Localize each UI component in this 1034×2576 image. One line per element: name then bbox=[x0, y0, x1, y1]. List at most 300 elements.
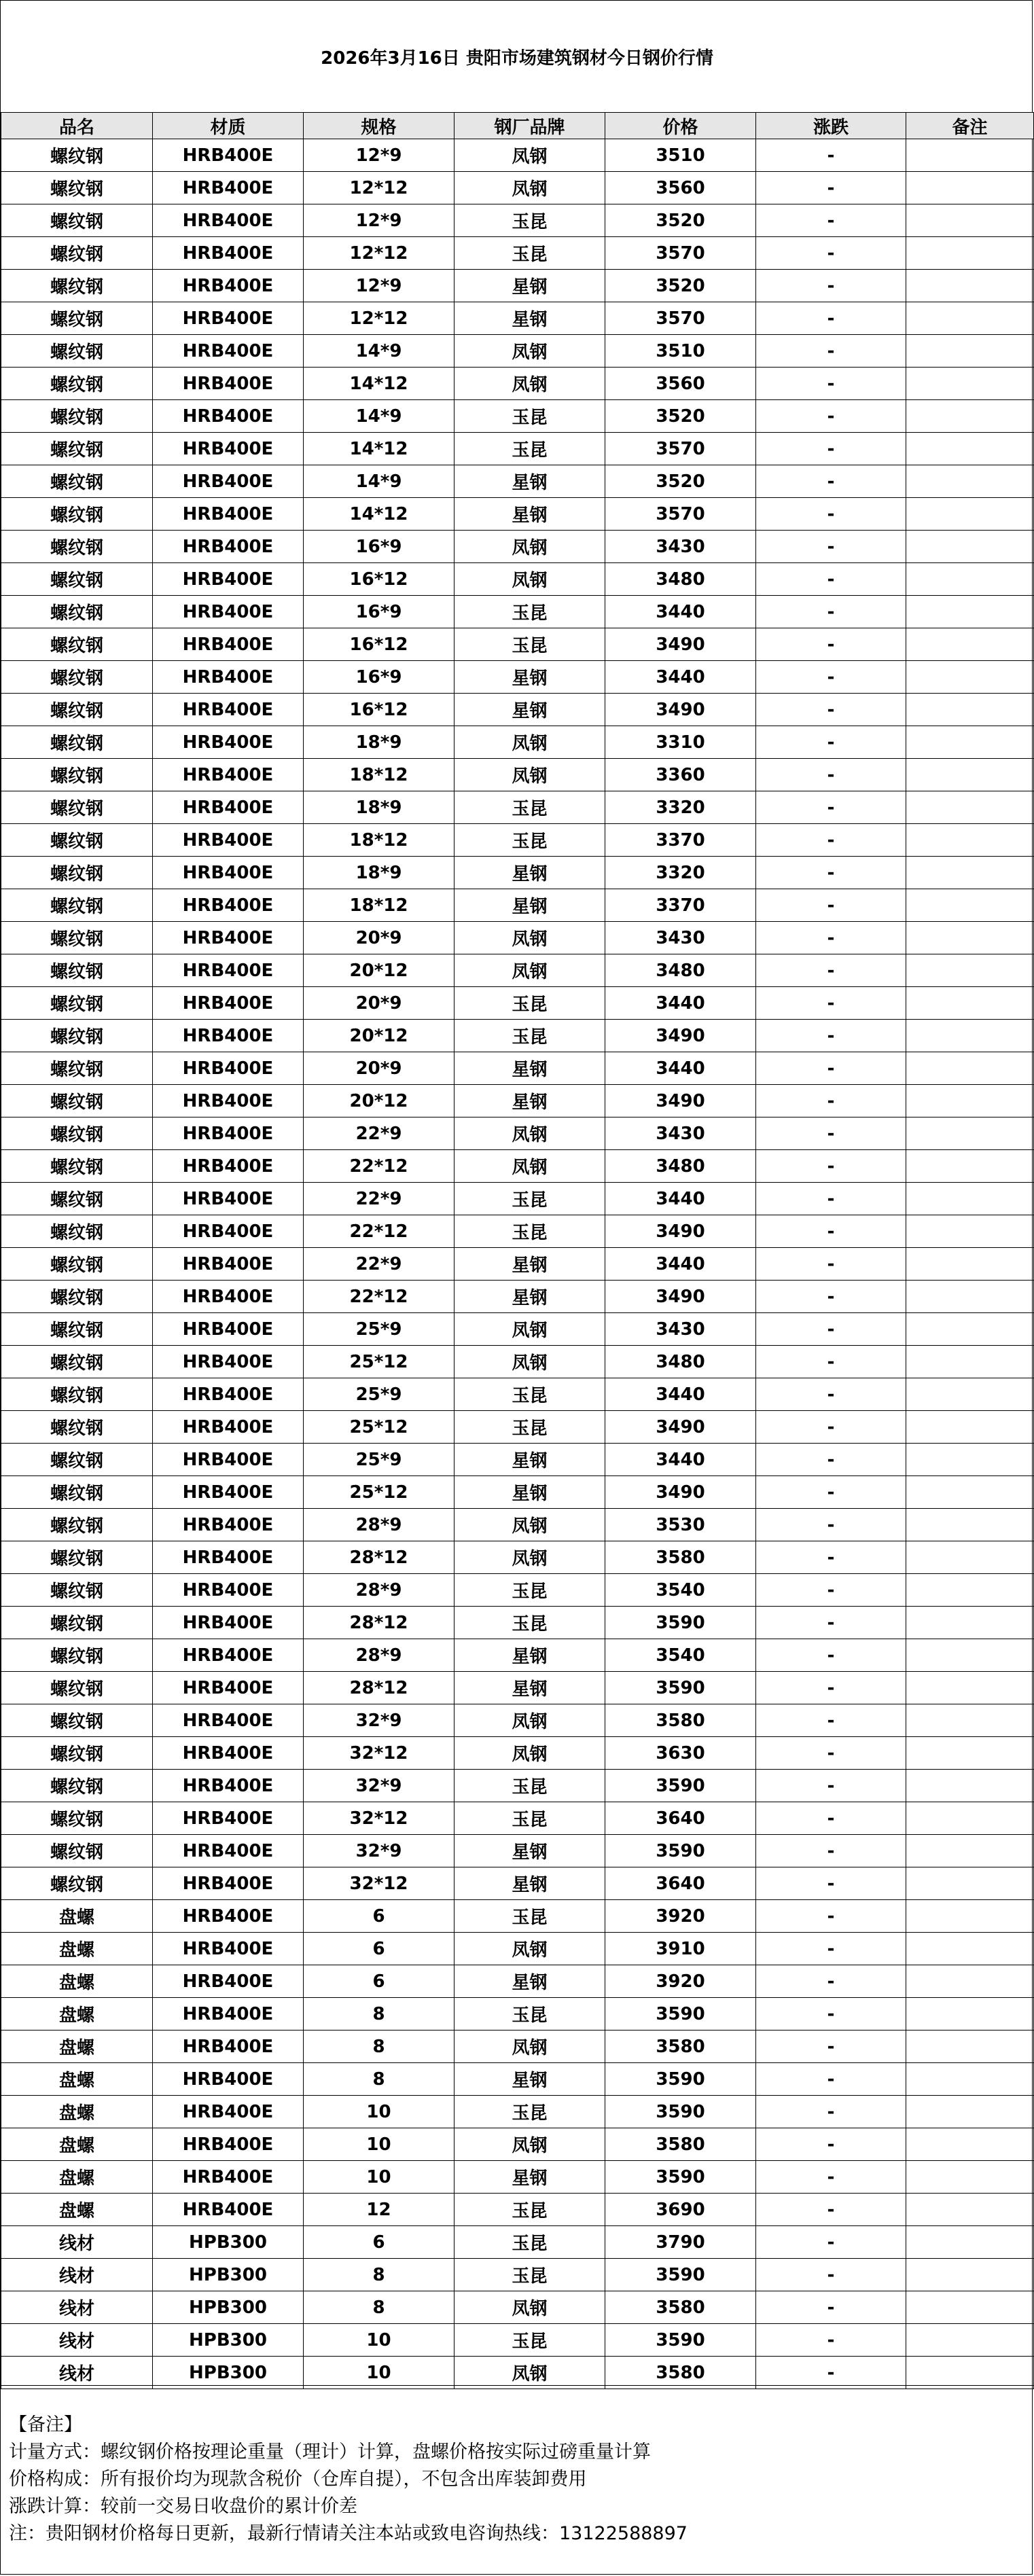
cell-brand: 星钢 bbox=[454, 302, 605, 335]
cell-name: 螺纹钢 bbox=[1, 1020, 153, 1052]
cell-change: - bbox=[756, 172, 906, 204]
cell-brand: 星钢 bbox=[454, 1835, 605, 1867]
cell-price: 3440 bbox=[605, 987, 756, 1020]
cell-price: 3430 bbox=[605, 922, 756, 954]
table-row bbox=[1, 2063, 1034, 2096]
cell-material: HRB400E bbox=[153, 628, 304, 661]
cell-spec: 16*9 bbox=[304, 531, 454, 563]
cell-change: - bbox=[756, 1020, 906, 1052]
cell-material: HRB400E bbox=[153, 563, 304, 596]
cell-spec: 28*12 bbox=[304, 1607, 454, 1639]
cell-name: 盘螺 bbox=[1, 2128, 153, 2161]
cell-spec: 8 bbox=[304, 2031, 454, 2063]
cell-spec: 18*9 bbox=[304, 791, 454, 824]
cell-remark bbox=[906, 987, 1034, 1020]
cell-change: - bbox=[756, 1313, 906, 1346]
cell-remark bbox=[906, 2259, 1034, 2291]
table-row bbox=[1, 1998, 1034, 2031]
table-row bbox=[1, 1509, 1034, 1541]
cell-brand: 玉昆 bbox=[454, 2259, 605, 2291]
cell-price: 3440 bbox=[605, 1248, 756, 1281]
cell-name: 螺纹钢 bbox=[1, 204, 153, 237]
cell-remark bbox=[906, 1965, 1034, 1998]
cell-remark bbox=[906, 2194, 1034, 2226]
column-header-name: 品名 bbox=[1, 113, 153, 139]
cell-name: 螺纹钢 bbox=[1, 1672, 153, 1704]
cell-spec: 16*12 bbox=[304, 628, 454, 661]
cell-remark bbox=[906, 1737, 1034, 1770]
table-row bbox=[1, 172, 1034, 204]
cell-remark bbox=[906, 759, 1034, 791]
cell-name: 线材 bbox=[1, 2357, 153, 2389]
cell-brand: 凤钢 bbox=[454, 1541, 605, 1574]
cell-change: - bbox=[756, 1867, 906, 1900]
cell-spec: 28*9 bbox=[304, 1509, 454, 1541]
cell-spec: 22*12 bbox=[304, 1215, 454, 1248]
cell-name: 螺纹钢 bbox=[1, 922, 153, 954]
table-row bbox=[1, 791, 1034, 824]
cell-spec: 12*12 bbox=[304, 237, 454, 270]
cell-name: 螺纹钢 bbox=[1, 1346, 153, 1378]
cell-price: 3320 bbox=[605, 791, 756, 824]
cell-material: HRB400E bbox=[153, 596, 304, 628]
table-row bbox=[1, 237, 1034, 270]
cell-name: 盘螺 bbox=[1, 2096, 153, 2128]
cell-material: HRB400E bbox=[153, 1378, 304, 1411]
table-row bbox=[1, 400, 1034, 433]
cell-material: HRB400E bbox=[153, 400, 304, 433]
cell-brand: 凤钢 bbox=[454, 531, 605, 563]
cell-name: 螺纹钢 bbox=[1, 1150, 153, 1183]
cell-remark bbox=[906, 1867, 1034, 1900]
cell-price: 3440 bbox=[605, 1183, 756, 1215]
cell-brand: 星钢 bbox=[454, 661, 605, 694]
table-row bbox=[1, 2161, 1034, 2194]
cell-price: 3590 bbox=[605, 1770, 756, 1802]
cell-spec: 25*9 bbox=[304, 1313, 454, 1346]
cell-brand: 凤钢 bbox=[454, 335, 605, 368]
cell-price: 3360 bbox=[605, 759, 756, 791]
table-row bbox=[1, 2259, 1034, 2291]
cell-name: 螺纹钢 bbox=[1, 1509, 153, 1541]
cell-brand: 星钢 bbox=[454, 2063, 605, 2096]
cell-material: HRB400E bbox=[153, 889, 304, 922]
cell-remark bbox=[906, 1215, 1034, 1248]
table-row bbox=[1, 987, 1034, 1020]
cell-remark bbox=[906, 954, 1034, 987]
cell-remark bbox=[906, 2063, 1034, 2096]
cell-brand: 凤钢 bbox=[454, 1509, 605, 1541]
table-row bbox=[1, 1607, 1034, 1639]
cell-change: - bbox=[756, 1900, 906, 1933]
cell-remark bbox=[906, 1411, 1034, 1444]
cell-name: 螺纹钢 bbox=[1, 498, 153, 531]
cell-price: 3440 bbox=[605, 596, 756, 628]
cell-name: 螺纹钢 bbox=[1, 1607, 153, 1639]
cell-price: 3490 bbox=[605, 1020, 756, 1052]
cell-name: 螺纹钢 bbox=[1, 1704, 153, 1737]
cell-name: 螺纹钢 bbox=[1, 1835, 153, 1867]
cell-remark bbox=[906, 1117, 1034, 1150]
cell-change: - bbox=[756, 2096, 906, 2128]
cell-remark bbox=[906, 1052, 1034, 1085]
notes-section bbox=[1, 2385, 1033, 2575]
cell-price: 3640 bbox=[605, 1867, 756, 1900]
cell-price: 3490 bbox=[605, 1281, 756, 1313]
cell-material: HRB400E bbox=[153, 1313, 304, 1346]
cell-name: 螺纹钢 bbox=[1, 531, 153, 563]
cell-remark bbox=[906, 1444, 1034, 1476]
cell-name: 螺纹钢 bbox=[1, 1117, 153, 1150]
cell-spec: 22*12 bbox=[304, 1150, 454, 1183]
cell-change: - bbox=[756, 1183, 906, 1215]
cell-remark bbox=[906, 1378, 1034, 1411]
cell-material: HPB300 bbox=[153, 2259, 304, 2291]
cell-price: 3630 bbox=[605, 1737, 756, 1770]
cell-material: HRB400E bbox=[153, 433, 304, 465]
cell-price: 3690 bbox=[605, 2194, 756, 2226]
cell-brand: 凤钢 bbox=[454, 1933, 605, 1965]
table-row bbox=[1, 204, 1034, 237]
cell-change: - bbox=[756, 889, 906, 922]
cell-change: - bbox=[756, 596, 906, 628]
table-row bbox=[1, 563, 1034, 596]
cell-material: HPB300 bbox=[153, 2226, 304, 2259]
cell-price: 3440 bbox=[605, 1444, 756, 1476]
cell-brand: 凤钢 bbox=[454, 2291, 605, 2324]
cell-remark bbox=[906, 661, 1034, 694]
cell-remark bbox=[906, 857, 1034, 889]
cell-material: HRB400E bbox=[153, 1933, 304, 1965]
cell-name: 螺纹钢 bbox=[1, 987, 153, 1020]
cell-price: 3540 bbox=[605, 1574, 756, 1607]
cell-change: - bbox=[756, 694, 906, 726]
cell-brand: 玉昆 bbox=[454, 824, 605, 857]
cell-price: 3920 bbox=[605, 1965, 756, 1998]
cell-change: - bbox=[756, 1117, 906, 1150]
cell-price: 3580 bbox=[605, 2031, 756, 2063]
cell-brand: 凤钢 bbox=[454, 368, 605, 400]
cell-brand: 凤钢 bbox=[454, 139, 605, 172]
cell-material: HRB400E bbox=[153, 1444, 304, 1476]
table-row bbox=[1, 1965, 1034, 1998]
table-row bbox=[1, 1541, 1034, 1574]
cell-price: 3560 bbox=[605, 368, 756, 400]
table-row bbox=[1, 1933, 1034, 1965]
cell-name: 螺纹钢 bbox=[1, 465, 153, 498]
cell-material: HRB400E bbox=[153, 1183, 304, 1215]
cell-brand: 星钢 bbox=[454, 1672, 605, 1704]
cell-material: HRB400E bbox=[153, 1574, 304, 1607]
cell-remark bbox=[906, 204, 1034, 237]
cell-material: HRB400E bbox=[153, 1900, 304, 1933]
cell-material: HRB400E bbox=[153, 1020, 304, 1052]
cell-spec: 25*12 bbox=[304, 1411, 454, 1444]
cell-spec: 8 bbox=[304, 1998, 454, 2031]
cell-remark bbox=[906, 1998, 1034, 2031]
cell-material: HRB400E bbox=[153, 270, 304, 302]
cell-remark bbox=[906, 1802, 1034, 1835]
cell-spec: 32*9 bbox=[304, 1835, 454, 1867]
cell-spec: 14*9 bbox=[304, 400, 454, 433]
cell-spec: 18*9 bbox=[304, 726, 454, 759]
cell-remark bbox=[906, 1346, 1034, 1378]
cell-change: - bbox=[756, 270, 906, 302]
cell-spec: 28*9 bbox=[304, 1639, 454, 1672]
cell-brand: 星钢 bbox=[454, 1639, 605, 1672]
cell-name: 盘螺 bbox=[1, 1933, 153, 1965]
cell-name: 螺纹钢 bbox=[1, 954, 153, 987]
cell-spec: 22*9 bbox=[304, 1248, 454, 1281]
cell-material: HRB400E bbox=[153, 1248, 304, 1281]
table-row bbox=[1, 694, 1034, 726]
cell-brand: 玉昆 bbox=[454, 1900, 605, 1933]
cell-change: - bbox=[756, 1770, 906, 1802]
cell-price: 3520 bbox=[605, 465, 756, 498]
cell-remark bbox=[906, 694, 1034, 726]
cell-price: 3490 bbox=[605, 1085, 756, 1117]
cell-material: HRB400E bbox=[153, 2063, 304, 2096]
cell-remark bbox=[906, 335, 1034, 368]
cell-material: HRB400E bbox=[153, 1509, 304, 1541]
table-row bbox=[1, 1411, 1034, 1444]
cell-price: 3320 bbox=[605, 857, 756, 889]
cell-name: 螺纹钢 bbox=[1, 335, 153, 368]
cell-change: - bbox=[756, 1737, 906, 1770]
table-row bbox=[1, 889, 1034, 922]
cell-remark bbox=[906, 2291, 1034, 2324]
cell-material: HRB400E bbox=[153, 237, 304, 270]
cell-price: 3590 bbox=[605, 2259, 756, 2291]
cell-change: - bbox=[756, 2291, 906, 2324]
cell-spec: 20*9 bbox=[304, 987, 454, 1020]
cell-material: HRB400E bbox=[153, 987, 304, 1020]
cell-spec: 14*9 bbox=[304, 465, 454, 498]
cell-price: 3490 bbox=[605, 1411, 756, 1444]
cell-brand: 星钢 bbox=[454, 498, 605, 531]
cell-remark bbox=[906, 465, 1034, 498]
cell-name: 螺纹钢 bbox=[1, 172, 153, 204]
cell-change: - bbox=[756, 2128, 906, 2161]
table-row bbox=[1, 2357, 1034, 2389]
cell-change: - bbox=[756, 791, 906, 824]
cell-name: 线材 bbox=[1, 2324, 153, 2357]
cell-remark bbox=[906, 368, 1034, 400]
cell-brand: 凤钢 bbox=[454, 1704, 605, 1737]
cell-brand: 星钢 bbox=[454, 1281, 605, 1313]
cell-change: - bbox=[756, 563, 906, 596]
table-row bbox=[1, 1183, 1034, 1215]
cell-name: 螺纹钢 bbox=[1, 139, 153, 172]
cell-brand: 玉昆 bbox=[454, 1998, 605, 2031]
cell-remark bbox=[906, 1183, 1034, 1215]
cell-name: 螺纹钢 bbox=[1, 1802, 153, 1835]
table-row bbox=[1, 1574, 1034, 1607]
cell-change: - bbox=[756, 1933, 906, 1965]
cell-change: - bbox=[756, 1835, 906, 1867]
table-row bbox=[1, 1476, 1034, 1509]
cell-brand: 玉昆 bbox=[454, 628, 605, 661]
cell-spec: 28*9 bbox=[304, 1574, 454, 1607]
cell-change: - bbox=[756, 2357, 906, 2389]
cell-price: 3440 bbox=[605, 1378, 756, 1411]
cell-change: - bbox=[756, 1215, 906, 1248]
cell-change: - bbox=[756, 1607, 906, 1639]
cell-material: HRB400E bbox=[153, 1052, 304, 1085]
cell-brand: 凤钢 bbox=[454, 2031, 605, 2063]
cell-price: 3570 bbox=[605, 433, 756, 465]
cell-brand: 星钢 bbox=[454, 1444, 605, 1476]
cell-change: - bbox=[756, 857, 906, 889]
cell-spec: 8 bbox=[304, 2291, 454, 2324]
cell-remark bbox=[906, 1900, 1034, 1933]
table-row bbox=[1, 1215, 1034, 1248]
cell-price: 3910 bbox=[605, 1933, 756, 1965]
cell-material: HPB300 bbox=[153, 2357, 304, 2389]
cell-brand: 凤钢 bbox=[454, 563, 605, 596]
table-row bbox=[1, 661, 1034, 694]
cell-name: 螺纹钢 bbox=[1, 889, 153, 922]
cell-name: 螺纹钢 bbox=[1, 726, 153, 759]
cell-remark bbox=[906, 1476, 1034, 1509]
cell-change: - bbox=[756, 628, 906, 661]
cell-remark bbox=[906, 1541, 1034, 1574]
table-row bbox=[1, 2291, 1034, 2324]
cell-name: 螺纹钢 bbox=[1, 1183, 153, 1215]
cell-brand: 星钢 bbox=[454, 1476, 605, 1509]
cell-spec: 12*12 bbox=[304, 172, 454, 204]
cell-price: 3590 bbox=[605, 2063, 756, 2096]
table-row bbox=[1, 2194, 1034, 2226]
table-row bbox=[1, 1444, 1034, 1476]
cell-material: HRB400E bbox=[153, 1150, 304, 1183]
cell-material: HRB400E bbox=[153, 1835, 304, 1867]
cell-spec: 25*9 bbox=[304, 1444, 454, 1476]
cell-change: - bbox=[756, 1672, 906, 1704]
cell-name: 螺纹钢 bbox=[1, 791, 153, 824]
cell-spec: 32*9 bbox=[304, 1704, 454, 1737]
cell-price: 3490 bbox=[605, 628, 756, 661]
cell-name: 螺纹钢 bbox=[1, 1574, 153, 1607]
cell-material: HRB400E bbox=[153, 857, 304, 889]
cell-name: 螺纹钢 bbox=[1, 759, 153, 791]
cell-change: - bbox=[756, 237, 906, 270]
column-header-price: 价格 bbox=[605, 113, 756, 139]
table-row bbox=[1, 270, 1034, 302]
table-row bbox=[1, 1313, 1034, 1346]
cell-price: 3590 bbox=[605, 1672, 756, 1704]
cell-material: HRB400E bbox=[153, 172, 304, 204]
cell-price: 3570 bbox=[605, 302, 756, 335]
table-row bbox=[1, 2031, 1034, 2063]
cell-remark bbox=[906, 1509, 1034, 1541]
cell-brand: 凤钢 bbox=[454, 1150, 605, 1183]
cell-material: HRB400E bbox=[153, 1281, 304, 1313]
table-row bbox=[1, 1770, 1034, 1802]
cell-price: 3430 bbox=[605, 531, 756, 563]
cell-name: 螺纹钢 bbox=[1, 1248, 153, 1281]
cell-price: 3580 bbox=[605, 2291, 756, 2324]
cell-spec: 32*12 bbox=[304, 1867, 454, 1900]
cell-remark bbox=[906, 270, 1034, 302]
cell-brand: 玉昆 bbox=[454, 791, 605, 824]
cell-spec: 25*12 bbox=[304, 1346, 454, 1378]
cell-material: HRB400E bbox=[153, 824, 304, 857]
table-row bbox=[1, 596, 1034, 628]
cell-price: 3490 bbox=[605, 1215, 756, 1248]
cell-spec: 22*9 bbox=[304, 1183, 454, 1215]
cell-name: 螺纹钢 bbox=[1, 1770, 153, 1802]
table-row bbox=[1, 2096, 1034, 2128]
cell-spec: 6 bbox=[304, 1933, 454, 1965]
table-row bbox=[1, 1248, 1034, 1281]
cell-name: 盘螺 bbox=[1, 2063, 153, 2096]
cell-material: HRB400E bbox=[153, 498, 304, 531]
cell-change: - bbox=[756, 2031, 906, 2063]
cell-spec: 20*12 bbox=[304, 1020, 454, 1052]
cell-price: 3790 bbox=[605, 2226, 756, 2259]
cell-material: HRB400E bbox=[153, 1802, 304, 1835]
table-row bbox=[1, 531, 1034, 563]
cell-brand: 玉昆 bbox=[454, 987, 605, 1020]
cell-brand: 玉昆 bbox=[454, 1574, 605, 1607]
table-row bbox=[1, 368, 1034, 400]
cell-change: - bbox=[756, 824, 906, 857]
cell-change: - bbox=[756, 2226, 906, 2259]
cell-name: 螺纹钢 bbox=[1, 302, 153, 335]
cell-brand: 凤钢 bbox=[454, 922, 605, 954]
cell-material: HRB400E bbox=[153, 1737, 304, 1770]
cell-change: - bbox=[756, 1509, 906, 1541]
cell-name: 螺纹钢 bbox=[1, 433, 153, 465]
cell-material: HRB400E bbox=[153, 1770, 304, 1802]
cell-name: 盘螺 bbox=[1, 1900, 153, 1933]
column-header-material: 材质 bbox=[153, 113, 304, 139]
table-row bbox=[1, 302, 1034, 335]
cell-brand: 凤钢 bbox=[454, 954, 605, 987]
cell-remark bbox=[906, 1085, 1034, 1117]
cell-spec: 14*9 bbox=[304, 335, 454, 368]
table-row bbox=[1, 1052, 1034, 1085]
cell-spec: 16*12 bbox=[304, 563, 454, 596]
cell-brand: 玉昆 bbox=[454, 1411, 605, 1444]
table-row bbox=[1, 1900, 1034, 1933]
note-update-hotline: 注：贵阳钢材价格每日更新，最新行情请关注本站或致电咨询热线：13122588897 bbox=[9, 2523, 688, 2544]
cell-brand: 凤钢 bbox=[454, 2128, 605, 2161]
cell-change: - bbox=[756, 954, 906, 987]
cell-price: 3920 bbox=[605, 1900, 756, 1933]
cell-spec: 16*12 bbox=[304, 694, 454, 726]
cell-material: HRB400E bbox=[153, 2031, 304, 2063]
cell-price: 3530 bbox=[605, 1509, 756, 1541]
table-row bbox=[1, 2324, 1034, 2357]
price-table bbox=[1, 112, 1034, 2389]
cell-brand: 凤钢 bbox=[454, 1117, 605, 1150]
note-measurement: 计量方式：螺纹钢价格按理论重量（理计）计算，盘螺价格按实际过磅重量计算 bbox=[9, 2441, 651, 2463]
table-row bbox=[1, 759, 1034, 791]
cell-brand: 凤钢 bbox=[454, 172, 605, 204]
cell-brand: 玉昆 bbox=[454, 2096, 605, 2128]
column-header-spec: 规格 bbox=[304, 113, 454, 139]
cell-change: - bbox=[756, 1248, 906, 1281]
cell-price: 3590 bbox=[605, 2161, 756, 2194]
cell-name: 螺纹钢 bbox=[1, 694, 153, 726]
cell-name: 螺纹钢 bbox=[1, 1737, 153, 1770]
cell-spec: 8 bbox=[304, 2063, 454, 2096]
cell-change: - bbox=[756, 1444, 906, 1476]
cell-remark bbox=[906, 628, 1034, 661]
cell-remark bbox=[906, 1150, 1034, 1183]
